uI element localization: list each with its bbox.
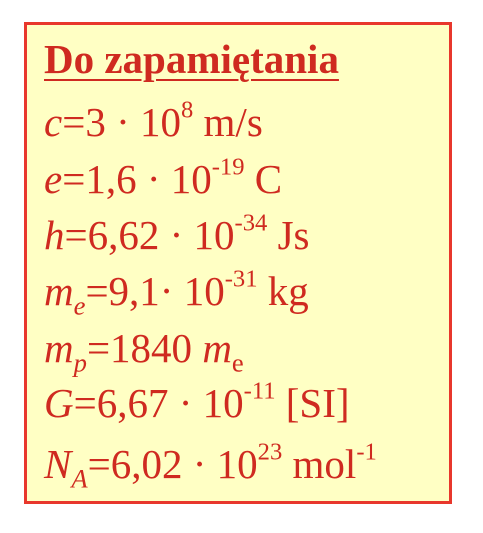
subscript: e (73, 290, 86, 321)
symbol: m (44, 268, 74, 314)
reference-subscript: e (231, 347, 244, 378)
symbol: c (44, 99, 63, 145)
unit: m/s (193, 99, 263, 145)
symbol: N (44, 441, 72, 487)
exponent: -11 (243, 377, 276, 405)
reference-symbol: m (202, 325, 232, 371)
value: =6,62 · 10 (64, 212, 235, 258)
constant-planck (44, 209, 310, 258)
symbol: h (44, 212, 65, 258)
subscript: A (71, 463, 88, 494)
value: =3 · 10 (62, 99, 181, 145)
value: =9,1· 10 (85, 268, 225, 314)
subscript: p (73, 347, 87, 378)
unit: mol (282, 441, 357, 487)
exponent: 23 (257, 438, 283, 466)
card-title: Do zapamiętania (44, 36, 339, 82)
exponent: -34 (234, 209, 268, 237)
value: =6,67 · 10 (73, 380, 244, 426)
unit: C (244, 156, 283, 202)
value: =1840 (86, 325, 203, 371)
symbol: G (44, 380, 74, 426)
constants-card (24, 22, 452, 504)
constant-proton-mass (44, 325, 244, 378)
constant-speed-of-light (44, 96, 263, 145)
constant-gravitational (44, 377, 350, 426)
unit-exponent: -1 (356, 438, 377, 466)
value: =6,02 · 10 (87, 441, 258, 487)
value: =1,6 · 10 (62, 156, 212, 202)
unit: Js (267, 212, 310, 258)
constant-electron-mass (44, 265, 309, 321)
exponent: 8 (180, 96, 194, 124)
symbol: e (44, 156, 63, 202)
exponent: -19 (211, 153, 245, 181)
constant-elementary-charge (44, 153, 283, 202)
constant-avogadro (44, 438, 377, 494)
symbol: m (44, 325, 74, 371)
unit: kg (257, 268, 309, 314)
unit: [SI] (275, 380, 350, 426)
exponent: -31 (224, 265, 258, 293)
